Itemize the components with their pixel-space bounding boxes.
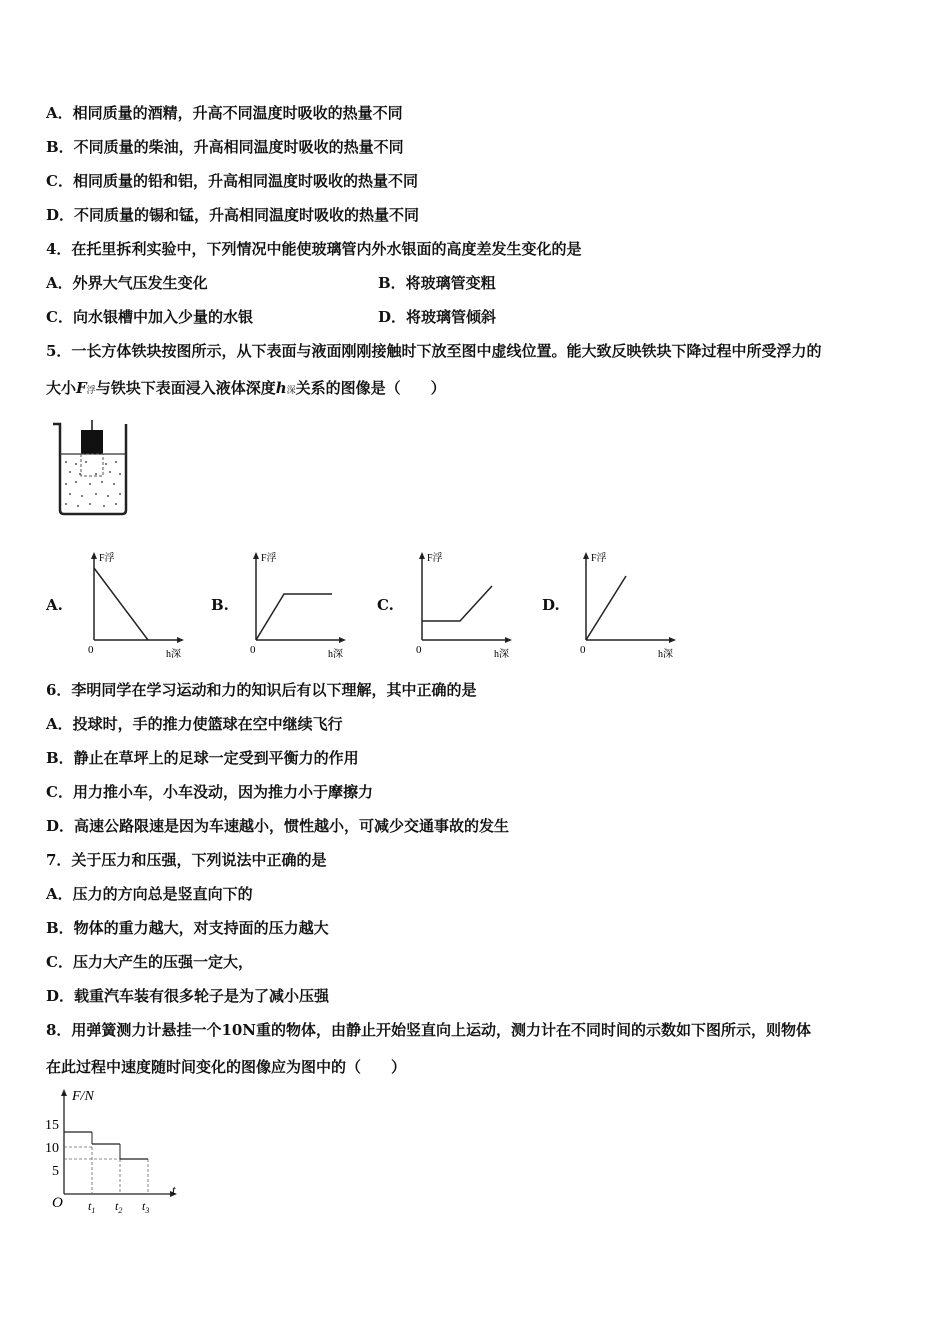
q6-option-a: A．投球时，手的推力使篮球在空中继续飞行 <box>46 715 343 733</box>
graph-label-c: C. <box>377 596 394 614</box>
y-axis-label: F浮 <box>99 553 115 564</box>
y-axis-label: F浮 <box>427 553 443 564</box>
y-tick-10: 10 <box>45 1141 59 1156</box>
x-axis-label: h深 <box>328 649 343 660</box>
beaker-figure <box>50 418 130 518</box>
x-tick-t2: $t_2$ <box>115 1199 123 1214</box>
graph-b <box>246 550 352 662</box>
chart-origin: O <box>52 1195 63 1211</box>
x-tick-t1-sub: 1 <box>91 1206 96 1214</box>
graph-c-line <box>422 586 492 621</box>
graph-a <box>84 550 190 662</box>
q7-option-b: B．物体的重力越大，对支持面的压力越大 <box>46 919 329 937</box>
q4-option-d: D．将玻璃管倾斜 <box>378 308 497 326</box>
y-axis-label: F浮 <box>261 553 277 564</box>
q3-option-a: A．相同质量的酒精，升高不同温度时吸收的热量不同 <box>46 104 403 122</box>
q7-option-c: C．压力大产生的压强一定大， <box>46 953 253 971</box>
origin-label: 0 <box>88 644 94 656</box>
x-tick-t3: $t_3$ <box>142 1199 150 1214</box>
q6-option-c: C．用力推小车，小车没动，因为推力小于摩擦力 <box>46 783 373 801</box>
q8-stem-line1: 8．用弹簧测力计悬挂一个10N重的物体，由静止开始竖直向上运动，测力计在不同时间的示数如下图所示，则物体 <box>46 1021 812 1039</box>
y-axis-label: F浮 <box>591 553 607 564</box>
q4-option-a: A．外界大气压发生变化 <box>46 274 208 292</box>
y-tick-15: 15 <box>45 1118 59 1133</box>
q6-stem: 6．李明同学在学习运动和力的知识后有以下理解，其中正确的是 <box>46 681 477 699</box>
graph-d <box>576 550 682 662</box>
dashed-position <box>81 454 103 476</box>
q3-option-d: D．不同质量的锡和锰，升高相同温度时吸收的热量不同 <box>46 206 420 224</box>
graph-label-d: D. <box>542 596 560 614</box>
origin-label: 0 <box>250 644 256 656</box>
x-tick-t3-sub: 3 <box>145 1206 150 1214</box>
q6-option-b: B．静止在草坪上的足球一定受到平衡力的作用 <box>46 749 359 767</box>
graph-d-line <box>586 576 626 640</box>
x-axis-label: h深 <box>494 649 509 660</box>
x-axis-label: h深 <box>658 649 673 660</box>
q8-stem-line2: 在此过程中速度随时间变化的图像应为图中的（ ） <box>46 1058 407 1076</box>
origin-label: 0 <box>580 644 586 656</box>
q4-option-b: B．将玻璃管变粗 <box>378 274 496 292</box>
q5-stem-line2: 大小F浮与铁块下表面浸入液体深度h深关系的图像是（ ） <box>46 379 446 397</box>
graph-label-b: B. <box>211 596 229 614</box>
x-tick-t1: $t_1$ <box>88 1199 96 1214</box>
iron-block <box>81 430 103 454</box>
x-axis-label: h深 <box>166 649 181 660</box>
force-time-chart <box>40 1084 190 1214</box>
q6-option-d: D．高速公路限速是因为车速越小，惯性越小，可减少交通事故的发生 <box>46 817 510 835</box>
q3-option-b: B．不同质量的柴油，升高相同温度时吸收的热量不同 <box>46 138 404 156</box>
q4-stem: 4．在托里拆利实验中，下列情况中能使玻璃管内外水银面的高度差发生变化的是 <box>46 240 582 258</box>
liquid-dots <box>65 461 121 507</box>
x-tick-t2-sub: 2 <box>118 1206 123 1214</box>
q4-option-c: C．向水银槽中加入少量的水银 <box>46 308 253 326</box>
y-tick-5: 5 <box>52 1164 59 1179</box>
graph-b-line <box>256 594 332 640</box>
q5-stem-line1: 5．一长方体铁块按图所示，从下表面与液面刚刚接触时下放至图中虚线位置。能大致反映铁块下降过程中所受浮力的 <box>46 342 822 360</box>
graph-c <box>412 550 518 662</box>
q7-stem: 7．关于压力和压强，下列说法中正确的是 <box>46 851 327 869</box>
origin-label: 0 <box>416 644 422 656</box>
graph-a-line <box>94 568 148 640</box>
chart-x-label: t <box>172 1182 176 1197</box>
q7-option-d: D．载重汽车装有很多轮子是为了减小压强 <box>46 987 330 1005</box>
graph-label-a: A. <box>46 596 63 614</box>
chart-y-label: F/N <box>72 1089 94 1104</box>
q7-option-a: A．压力的方向总是竖直向下的 <box>46 885 253 903</box>
q3-option-c: C．相同质量的铅和铝，升高相同温度时吸收的热量不同 <box>46 172 418 190</box>
